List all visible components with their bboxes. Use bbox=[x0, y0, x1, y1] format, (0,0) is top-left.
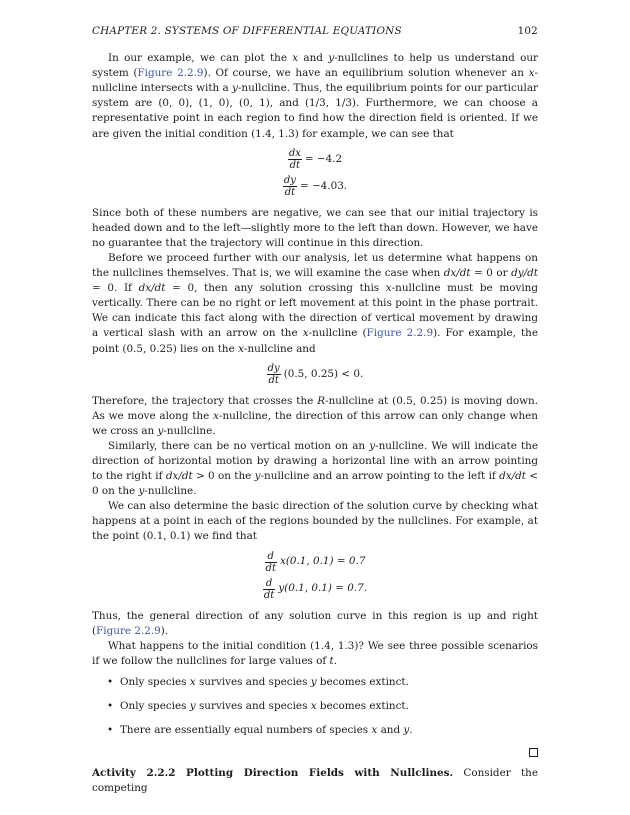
equation-block-region: $\frac{d}{dt}$ x(0.1, 0.1) = 0.7 $\frac{d}{dt}$ y(0.1, 0.1) = 0.7. bbox=[263, 550, 368, 601]
running-header bbox=[92, 24, 538, 39]
list-item: • Only species y survives and species x becomes extinct. bbox=[108, 699, 538, 714]
paragraph-up-right: Thus, the general direction of any solution curve in this region is up and right (Figure 2.2.9). bbox=[92, 609, 538, 637]
activity-heading: Activity 2.2.2 Plotting Direction Fields with Nullclines. Consider the competing bbox=[92, 767, 538, 795]
qed-box-icon bbox=[92, 747, 538, 762]
page-number: 102 bbox=[517, 25, 538, 37]
list-item: • There are essentially equal numbers of species x and y. bbox=[108, 723, 538, 738]
paragraph-scenarios: What happens to the initial condition (1.4, 1.3)? We see three possible scenarios if we follow the nullclines for large values of t. bbox=[92, 639, 538, 667]
paragraph-nullclines-intro: In our example, we can plot the x and y-nullclines to help us understand our system (Figure 2.2.9). Of course, we have an equilibrium solution whenever an x-nullcline intersects with a y-nullcline. Thus, the equilibrium points for our particular system are (0, 0), (1, 0), (0, 1), and (1/3, 1/3). Furthermore, we can choose a representative point in each region to find how the direction field is oriented. If we are given the initial condition (1.4, 1.3) for example, we can see that bbox=[92, 52, 538, 140]
page bbox=[92, 24, 538, 796]
paragraph-regions: We can also determine the basic direction of the solution curve by checking what happens at a point in each of the regions bounded by the nullclines. For example, at the point (0.1, 0.1) we find that bbox=[92, 500, 538, 543]
chapter-title: CHAPTER 2. SYSTEMS OF DIFFERENTIAL EQUATIONS bbox=[92, 25, 402, 37]
figure-link[interactable]: Figure 2.2.9 bbox=[137, 67, 204, 80]
scenario-list bbox=[92, 675, 538, 738]
paragraph-trajectory-down: Therefore, the trajectory that crosses the R-nullcline at (0.5, 0.25) is moving down. As we move along the x-nullcline, the direction of this arrow can only change when we cross an y-nullcline. bbox=[92, 394, 539, 437]
equation-block-derivatives: $\frac{dx}{dt}$ = −4.2 $\frac{dy}{dt}$ = −4.03. bbox=[283, 147, 348, 198]
paragraph-negative-numbers: Since both of these numbers are negative, we can see that our initial trajectory is headed down and to the left—slightly more to the left than down. However, we have no guarantee that the trajectory will continue in this direction. bbox=[92, 206, 538, 249]
figure-link[interactable]: Figure 2.2.9 bbox=[366, 327, 434, 340]
paragraph-horizontal-motion: Similarly, there can be no vertical motion on an y-nullcline. We will indicate the direction of horizontal motion by drawing a horizontal line with an arrow pointing to the right if dx/dt > 0 on the y-nullcline and an arrow pointing to the left if dx/dt < 0 on the y-nullcline. bbox=[92, 439, 538, 498]
list-item: • Only species x survives and species y becomes extinct. bbox=[108, 675, 538, 690]
equation-block-point: $\frac{dy}{dt}$ (0.5, 0.25) < 0. bbox=[267, 362, 364, 386]
paragraph-nullcline-analysis: Before we proceed further with our analysis, let us determine what happens on the nullclines themselves. That is, we will examine the case when dx/dt = 0 or dy/dt = 0. If dx/dt = 0, then any solution crossing this x-nullcline must be moving vertically. There can be no right or left movement at this point in the phase portrait. We can indicate this fact along with the direction of vertical movement by drawing a vertical slash with an arrow on the x-nullcline (Figure 2.2.9). For example, the point (0.5, 0.25) lies on the x-nullcline and bbox=[92, 251, 538, 355]
figure-link[interactable]: Figure 2.2.9 bbox=[96, 624, 161, 637]
